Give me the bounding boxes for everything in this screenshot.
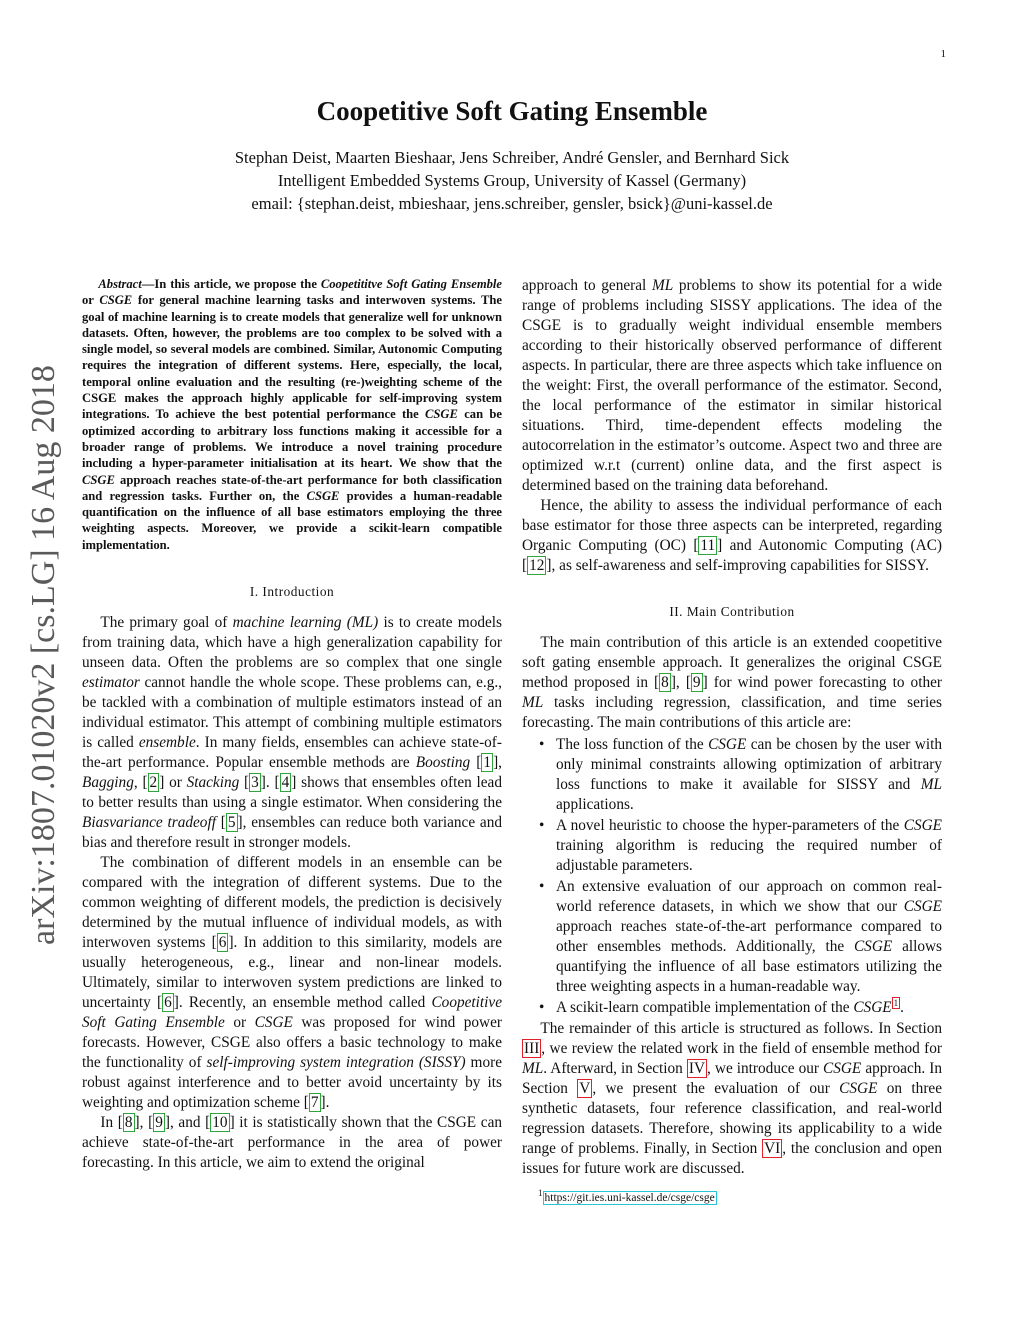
- paper-title: Coopetitive Soft Gating Ensemble: [316, 96, 708, 126]
- citation-link[interactable]: 7: [310, 1094, 319, 1112]
- author-block: [0, 146, 1024, 215]
- list-item: • An extensive evaluation of our approach on common real-world reference datasets, in which we show that our CSGE approach reaches state-of-the-art performance compared to other ensembles methods. Additionally, the CSGE allows quantifying the influence of all base estimators utilizing the three weighting aspects in a human-readable way.: [522, 877, 942, 997]
- citation-link[interactable]: 9: [155, 1114, 163, 1132]
- authors: Stephan Deist, Maarten Bieshaar, Jens Schreiber, André Gensler, and Bernhard Sick: [234, 148, 790, 167]
- intro-paragraph-1: The primary goal of machine learning (ML) is to create models from training data, which have a high generalization capability for unseen data. Often the problems are so complex that one single estimator cannot handle the whole scope. These problems can, e.g., be tackled with a combination of multiple estimators instead of an individual estimator. This attempt of combining multiple estimators is called ensemble. In many fields, ensembles can achieve state-of-the-art performance. Popular ensemble methods are Boosting [ 1 ], Bagging, [ 2 ] or Stacking [ 3 ]. [ 4 ] shows that ensembles often lead to better results than using a single estimator. When considering the Biasvariance tradeoff [ 5 ], ensembles can reduce both variance and bias and therefore result in stronger models.: [82, 614, 502, 852]
- citation-link[interactable]: 2: [149, 774, 158, 792]
- section-link[interactable]: IV: [688, 1060, 706, 1077]
- section-heading-main-contribution: II. Main Contribution: [669, 604, 795, 619]
- contribution-intro: The main contribution of this article is an extended coopetitive soft gating ensemble approach. It generalizes the original CSGE method proposed in [ 8 ], [ 9 ] for wind power forecasting to other ML tasks including regression, classification, and time series forecasting. The main contributions of this article are:: [522, 634, 942, 731]
- abstract: Abstract—In this article, we propose the Coopetititve Soft Gating Ensemble or CSGE for general machine learning tasks and interwoven systems. The goal of machine learning is to create models that generalize well for unknown datasets. Often, however, the problems are too complex to be solved with a single model, so several models are combined. Similar, Autonomic Computing requires the integration of different systems. Here, especially, the local, temporal online evaluation and the resulting (re-)weighting scheme of the CSGE makes the approach highly applicable for self-improving system integrations. To achieve the best potential performance the CSGE can be optimized according to arbitrary loss functions making it accessible for a broader range of problems. We introduce a novel training procedure including a hyper-parameter initialisation at its heart. We show that the CSGE approach reaches state-of-the-art performance for both classification and regression tasks. Further on, the CSGE provides a human-readable quantification on the influence of all base estimators employing the three weighting aspects. Moreover, we provide a scikit-learn compatible implementation.: [82, 277, 502, 552]
- list-item: • The loss function of the CSGE can be chosen by the user with only minimal constraints allowing optimization of arbitrary loss functions to make it available for SISSY and ML applications.: [522, 735, 942, 815]
- citation-link[interactable]: 12: [529, 557, 545, 574]
- intro-paragraph-3: In [ 8 ], [ 9 ], and [ 10 ] it is statistically shown that the CSGE can achieve state-of-the-art performance in the area of power forecasting. In this article, we aim to extend the original: [82, 1114, 503, 1172]
- citation-link[interactable]: 8: [661, 674, 669, 691]
- citation-link[interactable]: 8: [124, 1114, 133, 1132]
- right-paragraph-2: Hence, the ability to assess the individual performance of each base estimator for those three aspects can be interpreted, regarding Organic Computing (OC) [ 11 ] and Autonomic Computing (AC) [ 12 ], as self-awareness and self-improving capabilities for SISSY.: [522, 497, 942, 574]
- section-link[interactable]: V: [579, 1080, 591, 1097]
- citation-link[interactable]: 9: [692, 674, 701, 691]
- abstract-label: Abstract: [98, 277, 142, 291]
- intro-paragraph-2: The combination of different models in an ensemble can be compared with the integration of different systems. Due to the common weighting of different models, the prediction is decisively determined by the mutual influence of individual models, as with interwoven systems [ 6 ]. In addition to this similarity, models are usually heterogeneous, e.g., linear and non-linear models. Ultimately, similar to interwoven system predictions are linked to uncertainty [ 6 ]. Recently, an ensemble method called Coopetitive Soft Gating Ensemble or CSGE was proposed for wind power forecasts. However, CSGE also offers a basic technology to make the functionality of self-improving system integration (SISSY) more robust against interference and to better avoid uncertainty by its weighting and optimization scheme [ 7 ].: [82, 854, 502, 1112]
- citation-link[interactable]: 10: [212, 1114, 228, 1132]
- remainder-paragraph: The remainder of this article is structured as follows. In Section III , we review the related work in the field of ensemble method for ML. Afterward, in Section IV , we introduce our CSGE approach. In Section V , we present the evaluation of our CSGE on three synthetic datasets, four reference classification, and real-world regression datasets. Therefore, showing its applicability to a wide range of problems. Finally, in Section VI , the conclusion and open issues for future work are discussed.: [522, 1020, 942, 1177]
- right-paragraph-1: approach to general ML problems to show its potential for a wide range of problems including SISSY applications. The idea of the CSGE is to gradually weight individual ensemble members according to their historically observed performance of different aspects. In particular, there are three aspects which take influence on the weight: First, the overall performance of the estimator. Second, the local performance of the estimator in similar historical situations. Third, time-dependent effects modeling the autocorrelation in the estimator’s outcome. Aspect two and three are optimized w.r.t (current) online data, and the first aspect is determined based on the training data beforehand.: [522, 277, 943, 494]
- contribution-list: [522, 735, 942, 1018]
- citation-link[interactable]: 3: [251, 774, 259, 792]
- citation-link[interactable]: 5: [227, 814, 236, 832]
- section-heading-introduction: I. Introduction: [249, 584, 335, 600]
- footnote-link[interactable]: 1: [893, 997, 899, 1008]
- section-link[interactable]: III: [524, 1040, 540, 1057]
- footnote-url-link[interactable]: https://git.ies.uni-kassel.de/csge/csge: [544, 1192, 715, 1204]
- citation-link[interactable]: 6: [164, 994, 172, 1012]
- footnote: [522, 1188, 942, 1206]
- citation-link[interactable]: 11: [700, 537, 716, 554]
- affiliation: Intelligent Embedded Systems Group, University of Kassel (Germany): [277, 171, 747, 190]
- citation-link[interactable]: 4: [281, 774, 290, 792]
- section-link[interactable]: VI: [764, 1140, 781, 1157]
- email: email: {stephan.deist, mbieshaar, jens.schreiber, gensler, bsick}@uni-kassel.de: [251, 194, 773, 213]
- left-column: [82, 276, 502, 1173]
- citation-link[interactable]: 1: [483, 754, 492, 772]
- right-column: [522, 276, 942, 1206]
- citation-link[interactable]: 6: [218, 934, 227, 952]
- page-number: 1: [940, 48, 946, 60]
- list-item: • A novel heuristic to choose the hyper-parameters of the CSGE training algorithm is reducing the required number of adjustable parameters.: [522, 816, 942, 876]
- list-item: • A scikit-learn compatible implementation of the CSGE $^1$ .: [522, 998, 942, 1018]
- arxiv-stamp[interactable]: arXiv:1807.01020v2 [cs.LG] 16 Aug 2018: [25, 365, 62, 945]
- footnote-mark: 1: [538, 1188, 543, 1199]
